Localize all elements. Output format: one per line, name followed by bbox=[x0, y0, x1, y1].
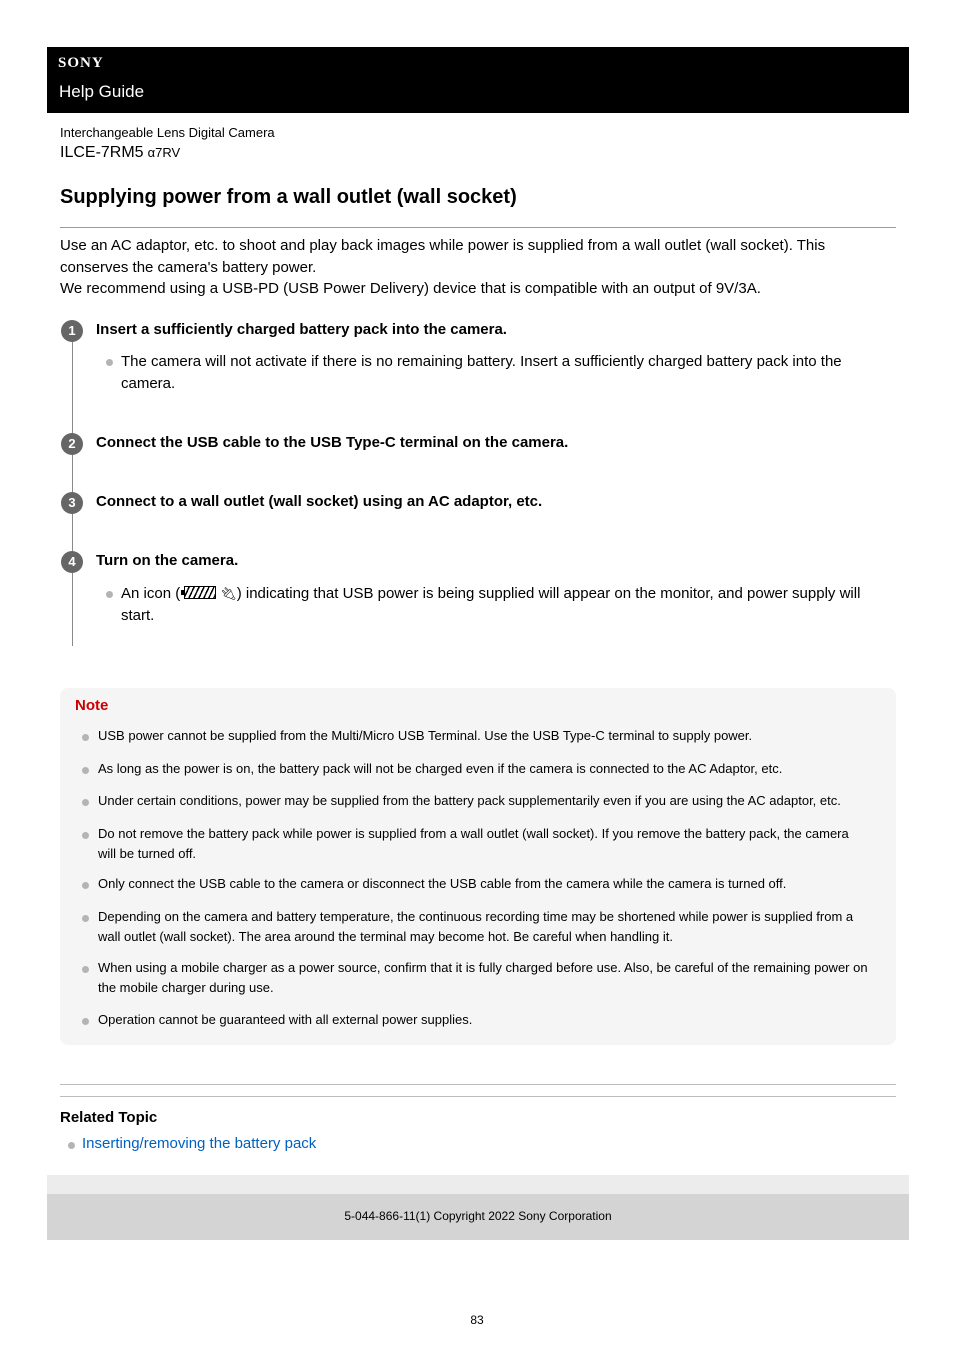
model-name bbox=[60, 144, 180, 162]
note-title: Note bbox=[75, 697, 109, 714]
step-4-bullet: An icon ( 🔌︎) indicating that USB power is being supplied will appear on the monitor, and power supply will start. bbox=[121, 585, 861, 624]
bullet-dot-icon bbox=[82, 882, 89, 889]
bullet-dot-icon bbox=[68, 1142, 75, 1149]
intro-line-1: Use an AC adaptor, etc. to shoot and play back images while power is supplied from a wall outlet (wall socket). This conserves the camera's battery power. bbox=[60, 237, 826, 276]
step-1-number: 1 bbox=[61, 320, 83, 342]
note-item: Only connect the USB cable to the camera or disconnect the USB cable from the camera while the camera is turned off. bbox=[98, 876, 787, 891]
step-1-bullet: The camera will not activate if there is no remaining battery. Insert a sufficiently charged battery pack into the camera. bbox=[121, 353, 842, 392]
battery-icon bbox=[184, 586, 216, 599]
sony-logo: SONY bbox=[58, 55, 104, 71]
section-divider bbox=[60, 1096, 896, 1097]
bullet-dot-icon bbox=[82, 915, 89, 922]
bullet-dot-icon bbox=[82, 767, 89, 774]
steps-connector-line bbox=[72, 330, 73, 646]
note-item: Under certain conditions, power may be supplied from the battery pack supplementarily even if you are using the AC adaptor, etc. bbox=[98, 793, 841, 808]
intro-text bbox=[60, 235, 896, 300]
related-link-battery-pack[interactable]: Inserting/removing the battery pack bbox=[82, 1135, 317, 1152]
step-2-title: Connect the USB cable to the USB Type-C terminal on the camera. bbox=[96, 434, 569, 451]
section-divider bbox=[60, 1084, 896, 1085]
note-item: When using a mobile charger as a power source, confirm that it is fully charged before use. Also, be careful of the remaining power on the mobile charger during use. bbox=[98, 960, 868, 995]
header-bar bbox=[47, 47, 909, 113]
title-divider bbox=[60, 227, 896, 228]
note-item: USB power cannot be supplied from the Multi/Micro USB Terminal. Use the USB Type-C terminal to supply power. bbox=[98, 728, 753, 743]
step-3-title: Connect to a wall outlet (wall socket) using an AC adaptor, etc. bbox=[96, 493, 543, 510]
bullet-dot-icon bbox=[106, 359, 113, 366]
related-topic-title: Related Topic bbox=[60, 1109, 158, 1126]
bullet-dot-icon bbox=[82, 1018, 89, 1025]
note-item: Do not remove the battery pack while power is supplied from a wall outlet (wall socket). If you remove the battery pack, the camera will be turned off. bbox=[98, 826, 849, 861]
note-item: Depending on the camera and battery temperature, the continuous recording time may be shortened while power is supplied from a wall outlet (wall socket). The area around the terminal may become hot. Be careful when handling it. bbox=[98, 909, 854, 944]
model-alias: α7RV bbox=[147, 145, 181, 160]
note-item: As long as the power is on, the battery pack will not be charged even if the camera is connected to the AC Adaptor, etc. bbox=[98, 761, 783, 776]
bullet-dot-icon bbox=[82, 966, 89, 973]
bullet-dot-icon bbox=[82, 734, 89, 741]
copyright-text: 5-044-866-11(1) Copyright 2022 Sony Corporation bbox=[344, 1209, 612, 1223]
step-3-number: 3 bbox=[61, 492, 83, 514]
help-guide-title: Help Guide bbox=[59, 82, 145, 101]
note-item: Operation cannot be guaranteed with all external power supplies. bbox=[98, 1012, 473, 1027]
step-4-number: 4 bbox=[61, 551, 83, 573]
intro-line-2: We recommend using a USB-PD (USB Power Delivery) device that is compatible with an output of 9V/3A. bbox=[60, 280, 761, 297]
bullet-dot-icon bbox=[82, 832, 89, 839]
step-1-title: Insert a sufficiently charged battery pack into the camera. bbox=[96, 321, 507, 338]
step-4-title: Turn on the camera. bbox=[96, 552, 239, 569]
bullet-dot-icon bbox=[106, 591, 113, 598]
footer-top-band bbox=[47, 1175, 909, 1194]
step-2-number: 2 bbox=[61, 433, 83, 455]
model-number: ILCE-7RM5 bbox=[60, 144, 144, 161]
page-title: Supplying power from a wall outlet (wall socket) bbox=[60, 186, 517, 208]
usb-plug-icon: 🔌︎ bbox=[220, 586, 237, 601]
page-number: 83 bbox=[470, 1313, 484, 1327]
bullet-dot-icon bbox=[82, 799, 89, 806]
product-type: Interchangeable Lens Digital Camera bbox=[60, 125, 275, 140]
